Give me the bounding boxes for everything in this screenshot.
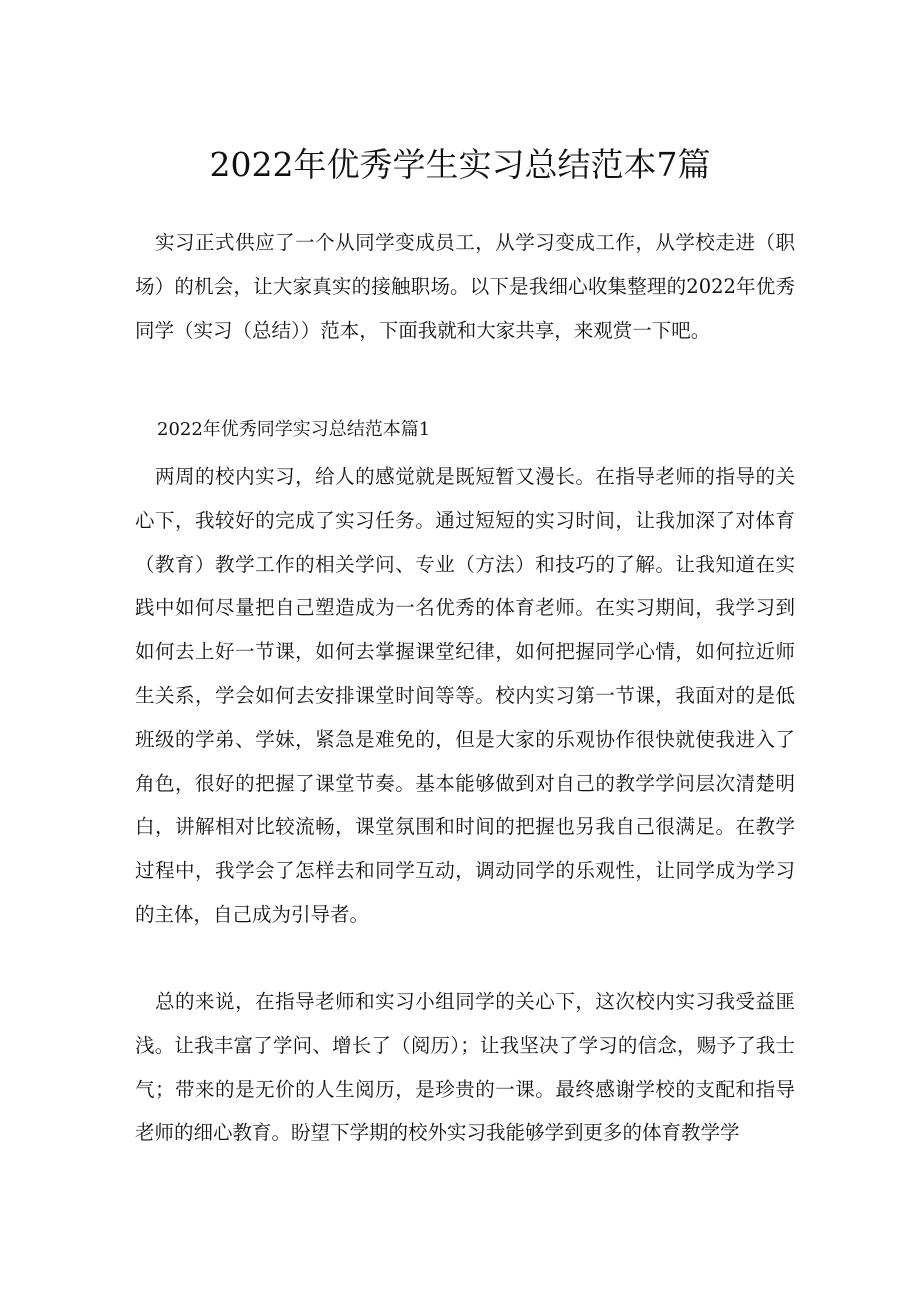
intro-paragraph: 实习正式供应了一个从同学变成员工，从学习变成工作，从学校走进（职场）的机会，让大家真实的接触职场。以下是我细心收集整理的2022年优秀同学（实习（总结））范本，下面我就和大家共享，来观赏一下吧。 — [135, 231, 795, 342]
document-title: 2022年优秀学生实习总结范本7篇 — [209, 145, 711, 184]
body-paragraph-2: 总的来说，在指导老师和实习小组同学的关心下，这次校内实习我受益匪浅。让我丰富了学问、增长了（阅历）；让我坚决了学习的信念，赐予了我士气；带来的是无价的人生阅历，是珍贵的一课。最终感谢学校的支配和指导老师的细心教育。盼望下学期的校外实习我能够学到更多的体育教学学 — [135, 990, 795, 1145]
body-paragraph-1: 两周的校内实习，给人的感觉就是既短暂又漫长。在指导老师的指导的关心下，我较好的完成了实习任务。通过短短的实习时间，让我加深了对体育（教育）教学工作的相关学问、专业（方法）和技巧的了解。让我知道在实践中如何尽量把自己塑造成为一名优秀的体育老师。在实习期间，我学习到如何去上好一节课，如何去掌握课堂纪律，如何把握同学心情，如何拉近师生关系，学会如何去安排课堂时间等等。校内实习第一节课，我面对的是低班级的学弟、学妹，紧急是难免的，但是大家的乐观协作很快就使我进入了角色，很好的把握了课堂节奏。基本能够做到对自己的教学学问层次清楚明白，讲解相对比较流畅，课堂氛围和时间的把握也另我自己很满足。在教学过程中，我学会了怎样去和同学互动，调动同学的乐观性，让同学成为学习的主体，自己成为引导者。 — [135, 465, 795, 926]
section-heading: 2022年优秀同学实习总结范本篇1 — [157, 419, 431, 440]
